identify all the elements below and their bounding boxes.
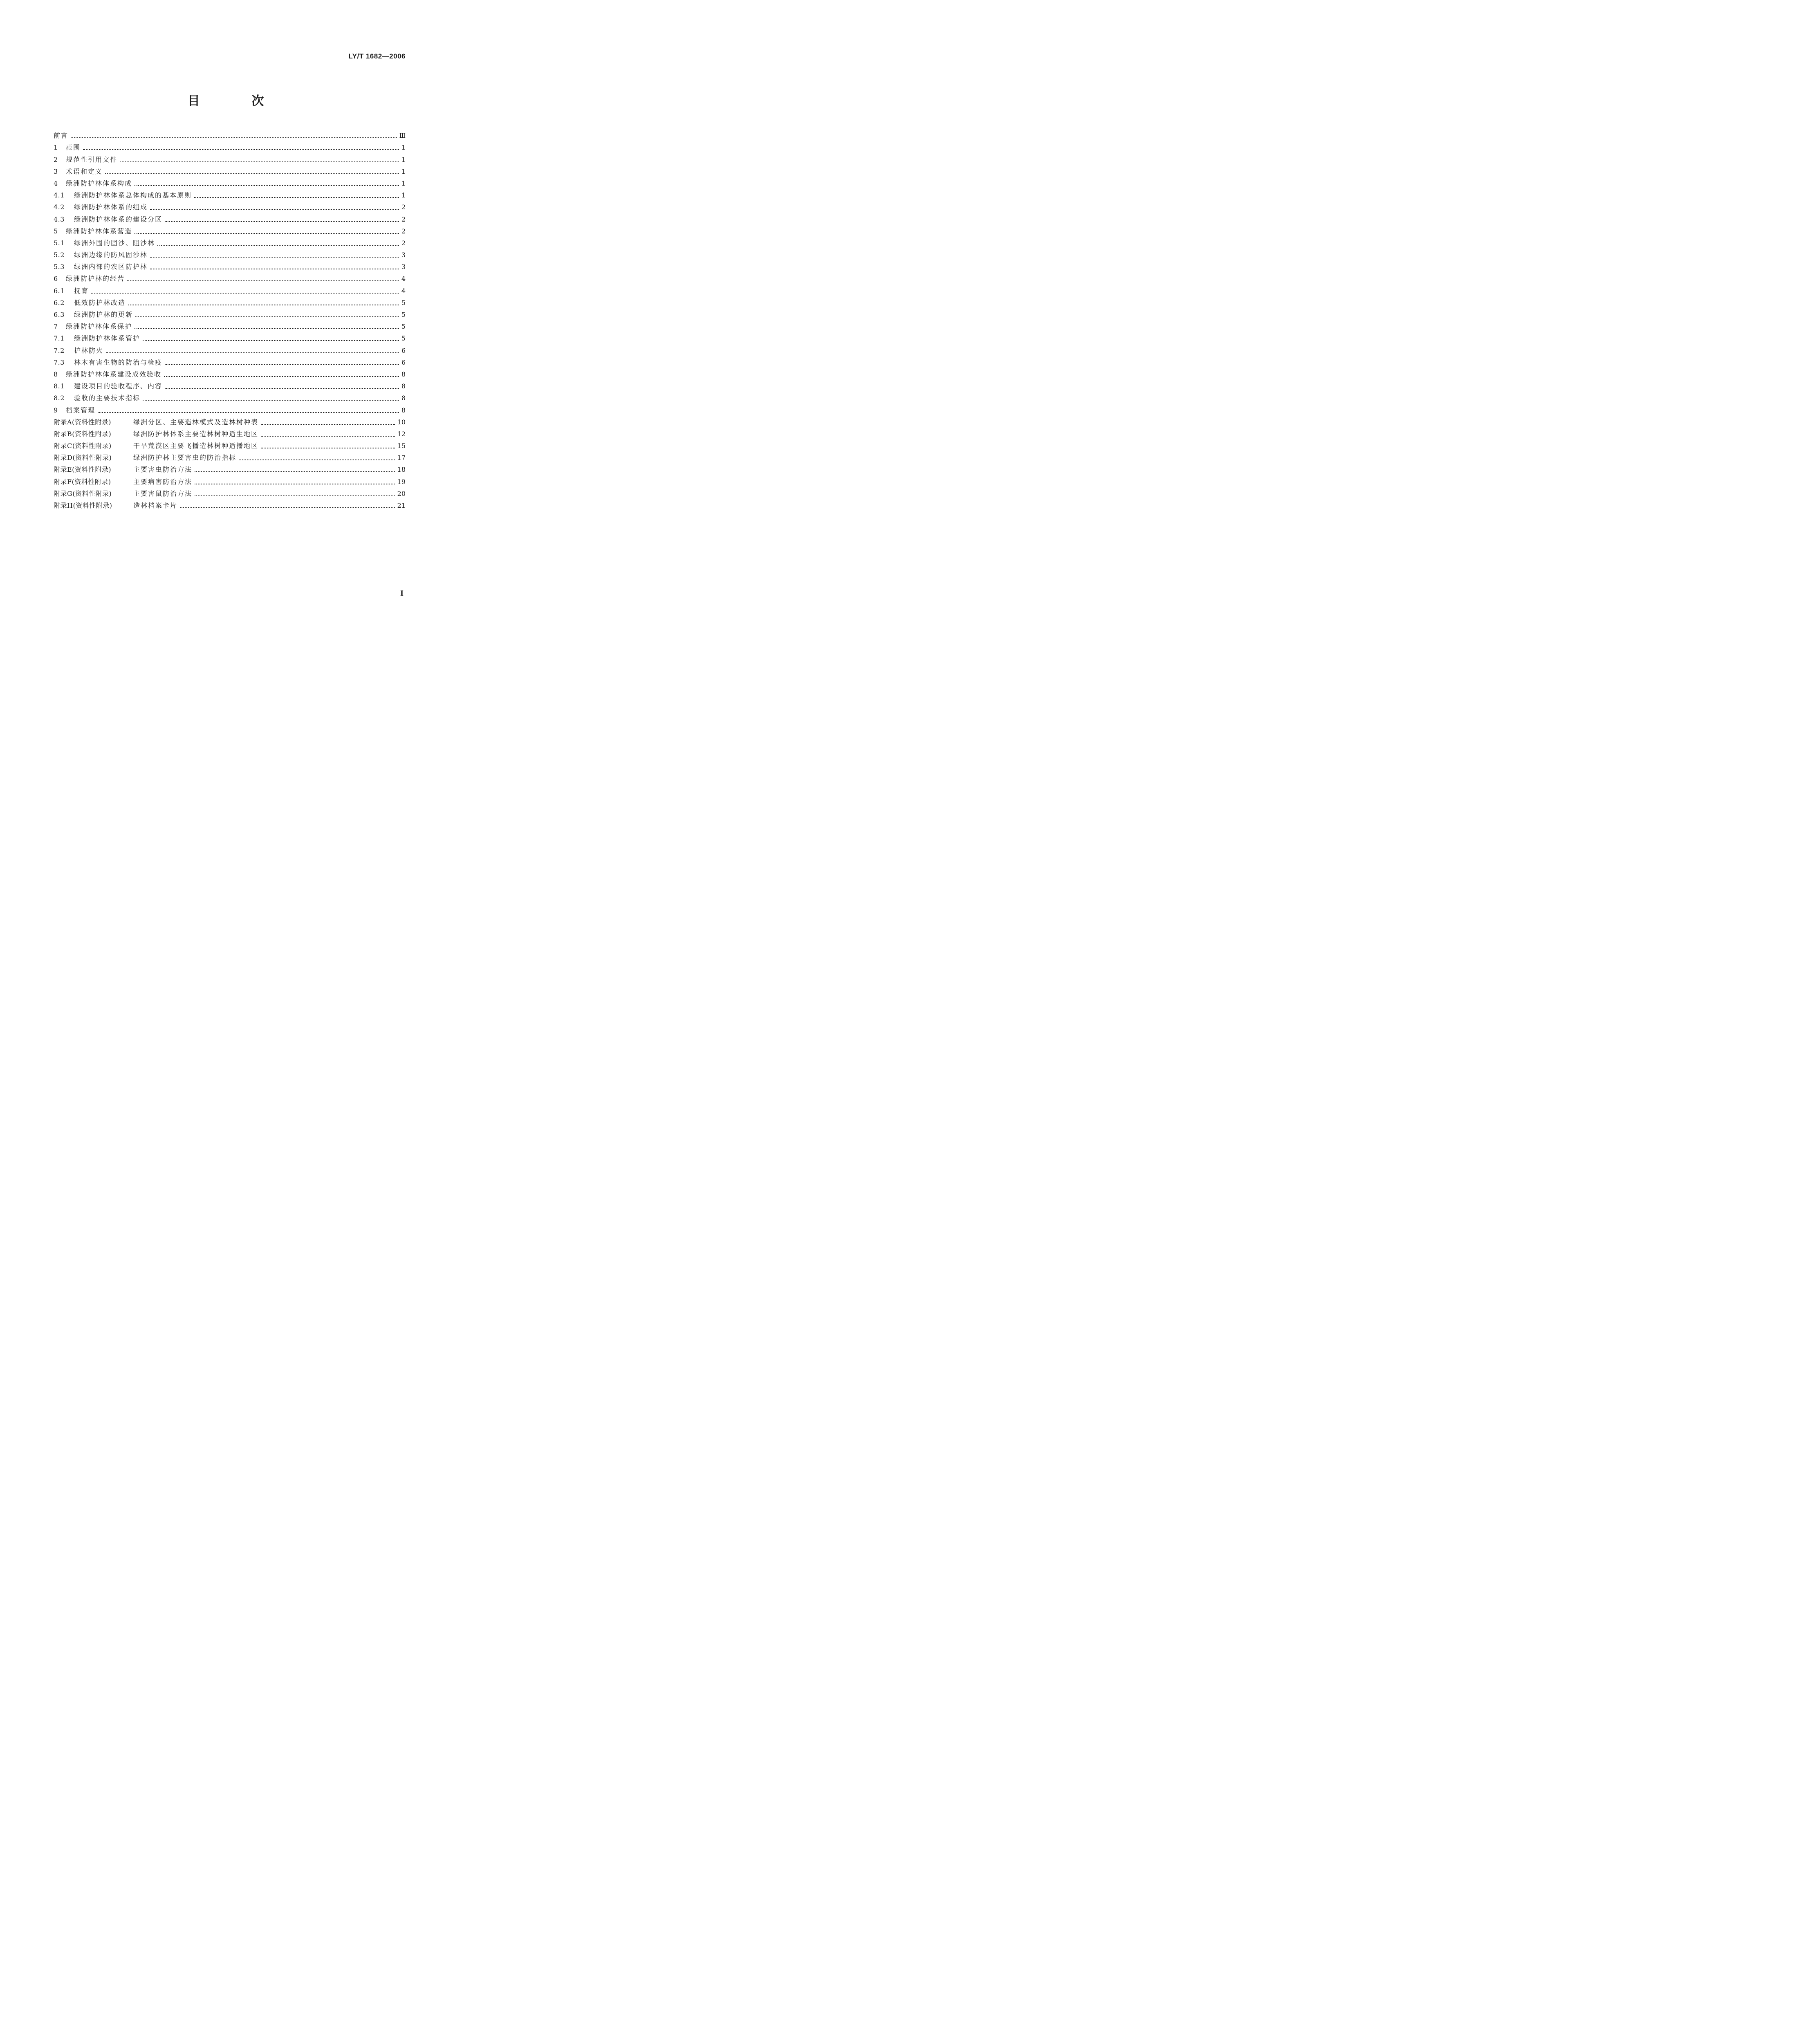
toc-entry-label: 绿洲防护林的更新 (74, 311, 133, 318)
dot-leader (105, 173, 399, 174)
dot-leader (164, 376, 399, 377)
toc-entry-page: 6 (401, 346, 406, 354)
toc-entry-page: 8 (401, 370, 406, 378)
toc-entry-number: 9 (54, 406, 58, 414)
toc-entry-label: 绿洲防护林体系的组成 (74, 203, 148, 211)
standard-code: LY/T 1682—2006 (348, 52, 406, 60)
toc-entry[interactable] (54, 176, 406, 188)
toc-entry-label: 干旱荒漠区主要飞播造林树种适播地区 (133, 442, 259, 450)
toc-entry-number: 4 (54, 179, 58, 187)
toc-entry-label: 主要害鼠防治方法 (133, 489, 193, 498)
toc-entry-number: 附录B(资料性附录) (54, 430, 112, 438)
toc-entry-number: 4.3 (54, 215, 65, 223)
dot-leader (127, 280, 399, 281)
toc-entry-page: 1 (401, 191, 406, 199)
toc-entry-label: 绿洲防护林体系管护 (74, 334, 141, 343)
toc-entry[interactable] (54, 283, 406, 295)
toc-entry[interactable] (54, 247, 406, 259)
toc-entry-label: 绿洲防护林体系主要造林树种适生地区 (133, 430, 259, 438)
toc-entry-number: 7 (54, 323, 58, 331)
toc-entry[interactable] (54, 271, 406, 283)
toc-entry-page: 2 (401, 203, 406, 211)
toc-entry-page: 1 (401, 167, 406, 175)
toc-entry-page: Ⅲ (399, 132, 406, 140)
dot-leader (165, 364, 399, 365)
toc-entry-page: 1 (401, 155, 406, 164)
toc-entry-number: 4.2 (54, 203, 65, 211)
toc-entry-number: 6.3 (54, 311, 65, 318)
dot-leader (261, 424, 395, 425)
toc-entry-label: 绿洲防护林体系总体构成的基本原则 (74, 191, 192, 199)
dot-leader (83, 149, 399, 150)
toc-entry-page: 5 (401, 298, 406, 307)
toc-entry-number: 7.2 (54, 346, 65, 354)
dot-leader (98, 412, 399, 413)
toc-entry-label: 护林防火 (74, 346, 104, 354)
dot-leader (143, 340, 399, 341)
toc-entry[interactable] (54, 164, 406, 176)
toc-entry-label: 术语和定义 (66, 167, 103, 175)
dot-leader (195, 471, 395, 472)
toc-entry-number: 8.2 (54, 394, 65, 402)
toc-entry-page: 3 (401, 263, 406, 271)
toc-entry-page: 17 (397, 454, 406, 462)
dot-leader (195, 495, 395, 496)
toc-entry-label: 绿洲内部的农区防护林 (74, 263, 148, 271)
toc-entry-label: 绿洲防护林的经营 (66, 275, 125, 283)
toc-entry-number: 7.3 (54, 358, 65, 366)
toc-entry-label: 绿洲防护林体系建设成效验收 (66, 370, 162, 378)
toc-entry-page: 10 (397, 418, 406, 426)
toc-entry-label: 前言 (54, 132, 69, 140)
dot-leader (106, 352, 399, 353)
toc-entry-number: 1 (54, 143, 58, 152)
toc-entry-page: 2 (401, 227, 406, 235)
toc-entry-number: 5 (54, 227, 58, 235)
toc-entry[interactable] (54, 331, 406, 343)
toc-entry-number: 8 (54, 370, 58, 378)
toc-entry-number: 附录C(资料性附录) (54, 442, 112, 450)
toc-entry-label: 绿洲防护林体系构成 (66, 179, 132, 187)
toc-entry[interactable] (54, 295, 406, 307)
dot-leader (91, 293, 399, 294)
toc-entry-page: 15 (397, 442, 406, 450)
toc-entry[interactable] (54, 235, 406, 247)
toc-entry-page: 1 (401, 143, 406, 152)
toc-entry-page: 19 (397, 477, 406, 486)
toc-entry-number: 8.1 (54, 382, 65, 390)
toc-entry-page: 20 (397, 489, 406, 498)
toc-entry-number: 3 (54, 167, 58, 175)
toc-entry-label: 低效防护林改造 (74, 298, 126, 307)
toc-entry-page: 4 (401, 287, 406, 295)
dot-leader (135, 328, 399, 329)
toc-entry-page: 21 (397, 502, 406, 509)
toc-entry-page: 8 (401, 382, 406, 390)
toc-entry-label: 绿洲边缘的防风固沙林 (74, 251, 148, 259)
table-of-contents (54, 128, 406, 510)
dot-leader (120, 161, 399, 162)
toc-entry-label: 抚育 (74, 287, 89, 295)
toc-entry[interactable] (54, 438, 406, 450)
toc-entry-number: 6.2 (54, 298, 65, 307)
toc-entry[interactable] (54, 128, 406, 140)
toc-entry[interactable] (54, 450, 406, 462)
toc-entry[interactable] (54, 390, 406, 402)
toc-entry-page: 5 (401, 311, 406, 318)
dot-leader (143, 400, 399, 401)
toc-entry-label: 主要害虫防治方法 (133, 466, 193, 474)
dot-leader (180, 507, 395, 508)
toc-entry-page: 2 (401, 239, 406, 247)
toc-entry-number: 5.3 (54, 263, 65, 271)
toc-entry-number: 附录H(资料性附录) (54, 502, 112, 509)
toc-entry[interactable] (54, 211, 406, 223)
toc-entry-label: 验收的主要技术指标 (74, 394, 141, 402)
toc-entry-page: 3 (401, 251, 406, 259)
page-title: 目 次 (187, 94, 288, 108)
toc-entry-number: 附录A(资料性附录) (54, 418, 112, 426)
toc-entry[interactable] (54, 367, 406, 379)
toc-entry[interactable] (54, 379, 406, 390)
dot-leader (150, 209, 399, 210)
toc-entry[interactable] (54, 498, 406, 510)
toc-entry-page: 18 (397, 466, 406, 474)
toc-entry-label: 规范性引用文件 (66, 155, 118, 164)
toc-entry-page: 5 (401, 334, 406, 343)
dot-leader (135, 233, 399, 234)
toc-entry-label: 绿洲防护林体系保护 (66, 323, 132, 331)
toc-entry[interactable] (54, 355, 406, 367)
toc-entry-number: 附录F(资料性附录) (54, 477, 111, 486)
toc-entry-label: 造林档案卡片 (133, 502, 178, 509)
toc-entry[interactable] (54, 343, 406, 354)
toc-entry-number: 4.1 (54, 191, 65, 199)
dot-leader (239, 459, 395, 460)
toc-entry-number: 2 (54, 155, 58, 164)
toc-entry-label: 绿洲防护林体系的建设分区 (74, 215, 163, 223)
toc-entry-page: 8 (401, 394, 406, 402)
toc-entry[interactable] (54, 319, 406, 331)
toc-entry-page: 12 (397, 430, 406, 438)
dot-leader (165, 388, 399, 389)
toc-entry-number: 7.1 (54, 334, 65, 343)
toc-entry-number: 附录E(资料性附录) (54, 466, 112, 474)
toc-entry-number: 附录G(资料性附录) (54, 489, 112, 498)
toc-entry-page: 5 (401, 323, 406, 331)
dot-leader (165, 221, 399, 222)
toc-entry-page: 4 (401, 275, 406, 283)
toc-entry-label: 建设项目的验收程序、内容 (74, 382, 163, 390)
dot-leader (261, 436, 395, 437)
toc-entry-label: 林木有害生物的防治与检疫 (74, 358, 163, 366)
toc-entry[interactable] (54, 426, 406, 438)
dot-leader (157, 245, 399, 246)
toc-entry-number: 附录D(资料性附录) (54, 454, 112, 462)
toc-entry[interactable] (54, 259, 406, 271)
toc-entry[interactable] (54, 486, 406, 498)
dot-leader (71, 137, 397, 138)
toc-entry-label: 范围 (66, 143, 81, 152)
dot-leader (135, 316, 399, 317)
toc-entry[interactable] (54, 199, 406, 211)
toc-entry[interactable] (54, 462, 406, 474)
toc-entry[interactable] (54, 152, 406, 164)
toc-entry-number: 6.1 (54, 287, 65, 295)
toc-entry-page: 8 (401, 406, 406, 414)
toc-entry-label: 主要病害防治方法 (133, 477, 193, 486)
page-number: I (400, 589, 404, 598)
toc-entry-page: 6 (401, 358, 406, 366)
dot-leader (194, 197, 399, 198)
toc-entry[interactable] (54, 474, 406, 486)
toc-entry-label: 绿洲防护林主要害虫的防治指标 (133, 454, 237, 462)
toc-entry-label: 档案管理 (66, 406, 96, 414)
dot-leader (135, 185, 399, 186)
toc-entry[interactable] (54, 140, 406, 152)
toc-entry-number: 5.2 (54, 251, 65, 259)
toc-entry-page: 2 (401, 215, 406, 223)
toc-entry[interactable] (54, 402, 406, 414)
dot-leader (150, 257, 399, 258)
toc-entry-page: 1 (401, 179, 406, 187)
toc-entry-number: 6 (54, 275, 58, 283)
toc-entry-label: 绿洲防护林体系营造 (66, 227, 132, 235)
toc-entry-label: 绿洲分区、主要造林模式及造林树种表 (133, 418, 259, 426)
toc-entry[interactable] (54, 307, 406, 319)
toc-entry[interactable] (54, 415, 406, 426)
toc-entry[interactable] (54, 188, 406, 199)
toc-entry[interactable] (54, 224, 406, 235)
toc-entry-number: 5.1 (54, 239, 65, 247)
toc-entry-label: 绿洲外围的固沙、阻沙林 (74, 239, 155, 247)
